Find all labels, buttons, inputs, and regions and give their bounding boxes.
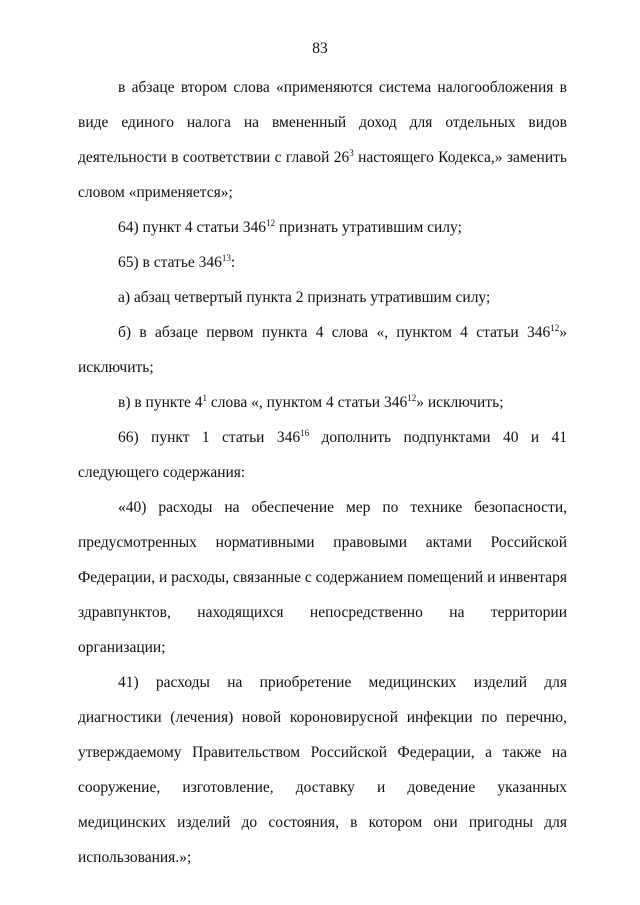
paragraph-65c-text: в) в пункте 4 [118, 394, 203, 411]
page-number: 83 [312, 40, 328, 57]
paragraph-64 [78, 210, 567, 245]
paragraph-66-text: 66) пункт 1 статьи 346 [118, 429, 301, 446]
paragraph-65a: а) абзац четвертый пункта 2 признать утратившим силу; [118, 289, 491, 306]
paragraph-65-superscript: 13 [221, 253, 231, 263]
paragraph-64-text: 64) пункт 4 статьи 346 [118, 219, 267, 236]
paragraph-66-text-end: дополнить подпунктами 40 и 41 следующего содержания: [78, 429, 567, 481]
subparagraph-41: 41) расходы на приобретение медицинских изделий для диагностики (лечения) новой короновирусной инфекции по перечню, утверждаемому Правительством Российской Федерации, а также на сооружение, изготовление, доставку и доведение указанных медицинских изделий до состояния, в котором они пригодны для использования.»; [78, 674, 567, 866]
paragraph-65b-superscript: 12 [550, 323, 560, 333]
paragraph-65c-text-mid: слова «, пунктом 4 статьи 346 [207, 394, 408, 411]
paragraph-66 [78, 420, 567, 490]
paragraph-65c-text-end: » исключить; [416, 394, 504, 411]
document-body [78, 70, 567, 875]
paragraph-65 [78, 245, 567, 280]
paragraph-65b-text-end: » исключить; [78, 324, 567, 376]
paragraph-1 [78, 70, 567, 210]
paragraph-65b-text: б) в абзаце первом пункта 4 слова «, пунктом 4 статьи 346 [118, 324, 551, 341]
subparagraph-40: «40) расходы на обеспечение мер по технике безопасности, предусмотренных нормативными правовыми актами Российской Федерации, и расходы, связанные с содержанием помещений и инвентаря здравпунктов, находящихся непосредственно на территории организации; [78, 499, 567, 656]
paragraph-65-text: 65) в статье 346 [118, 254, 222, 271]
paragraph-64-text-end: признать утратившим силу; [275, 219, 462, 236]
paragraph-1-text-end: настоящего Кодекса,» заменить словом «применяется»; [78, 149, 567, 201]
paragraph-65b [78, 315, 567, 385]
paragraph-65c-superscript-2: 12 [407, 393, 417, 403]
paragraph-66-superscript: 16 [300, 428, 310, 438]
paragraph-64-superscript: 12 [266, 218, 276, 228]
paragraph-65c-superscript-1: 1 [202, 393, 207, 403]
paragraph-1-text: в абзаце втором слова «применяются система налогообложения в виде единого налога на вмененный доход для отдельных видов деятельности в соответствии с главой 26 [78, 79, 567, 166]
paragraph-1-superscript: 3 [349, 148, 354, 158]
paragraph-65-text-end: : [230, 254, 236, 271]
paragraph-65c [78, 385, 567, 420]
